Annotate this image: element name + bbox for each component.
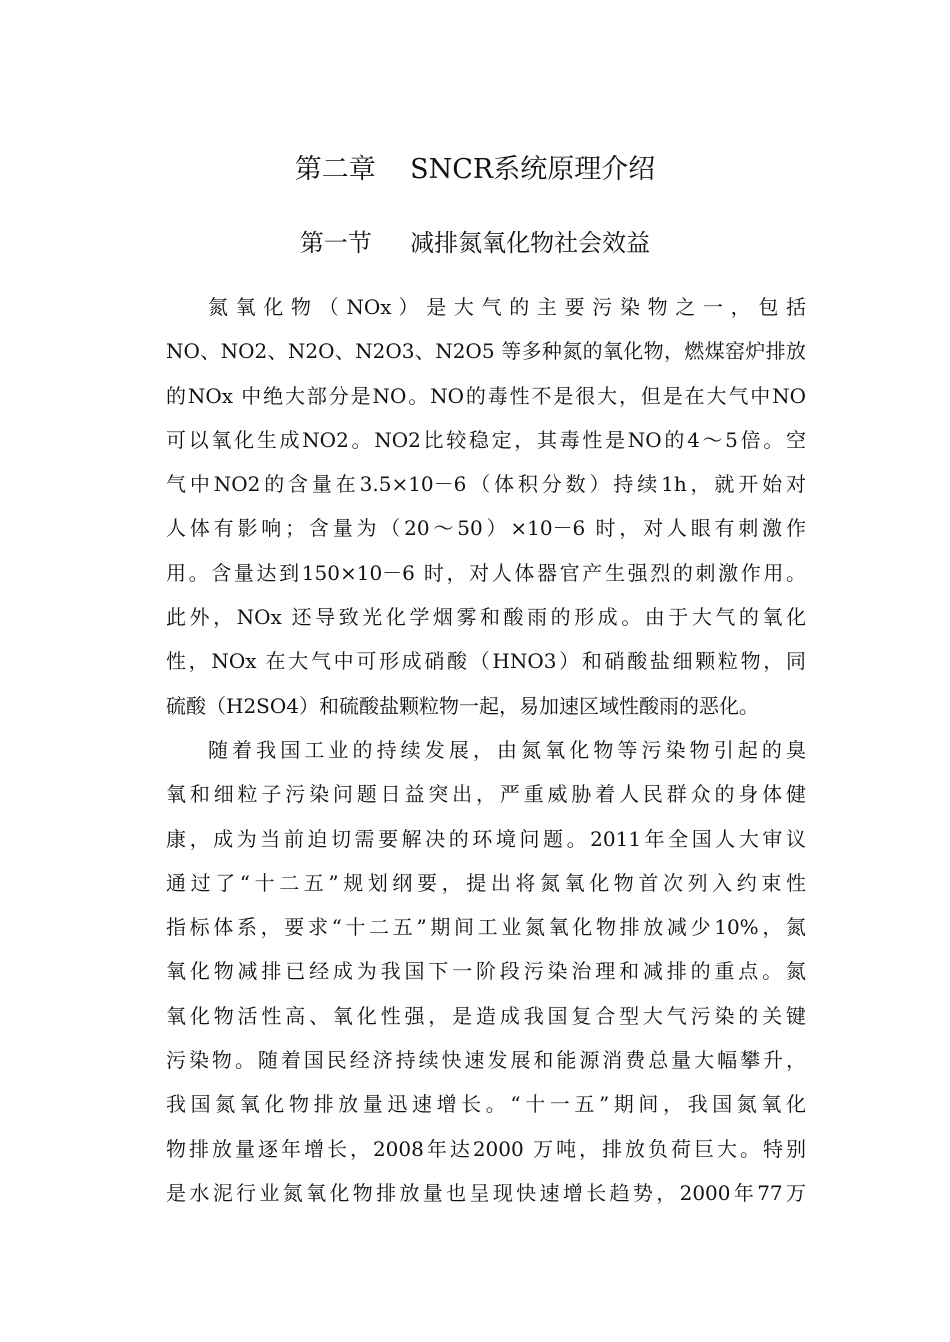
text-line: 我国氮氧化物排放量迅速增长。“十一五”期间，我国氮氧化 xyxy=(166,1092,806,1117)
text-line: 污染物。随着国民经济持续快速发展和能源消费总量大幅攀升， xyxy=(166,1048,806,1073)
paragraph-2 xyxy=(166,728,806,1215)
text-line: NO、NO2、N2O、N2O3、N2O5 等多种氮的氧化物，燃煤窑炉排放 xyxy=(166,339,806,364)
text-line: 此外，NOx 还导致光化学烟雾和酸雨的形成。由于大气的氧化 xyxy=(166,605,806,630)
text-line: 氧化物活性高、氧化性强，是造成我国复合型大气污染的关键 xyxy=(166,1003,806,1028)
text-line: 性，NOx 在大气中可形成硝酸（HNO3）和硝酸盐细颗粒物，同 xyxy=(166,649,806,674)
text-line: 氮 氧 化 物 （ NOx ） 是 大 气 的 主 要 污 染 物 之 一 ， 包 括 xyxy=(208,295,806,319)
text-line: 通过了“十二五”规划纲要，提出将氮氧化物首次列入约束性 xyxy=(166,870,806,895)
text-line: 氧和细粒子污染问题日益突出，严重威胁着人民群众的身体健 xyxy=(166,782,806,807)
text-line: 可以氧化生成NO2。NO2比较稳定，其毒性是NO的4～5倍。空 xyxy=(166,427,806,452)
section-title: 第一节 减排氮氧化物社会效益 xyxy=(299,229,651,257)
text-line: 物排放量逐年增长，2008年达2000 万吨，排放负荷巨大。特别 xyxy=(166,1136,806,1161)
text-line: 指标体系，要求“十二五”期间工业氮氧化物排放减少10%，氮 xyxy=(166,915,806,940)
text-line: 是水泥行业氮氧化物排放量也呈现快速增长趋势，2000年77万 xyxy=(166,1180,806,1205)
text-line: 人体有影响；含量为（20～50）×10－6 时，对人眼有刺激作 xyxy=(166,516,806,541)
text-line: 的NOx 中绝大部分是NO。NO的毒性不是很大，但是在大气中NO xyxy=(166,383,806,408)
text-line: 硫酸（H2SO4）和硫酸盐颗粒物一起，易加速区域性酸雨的恶化。 xyxy=(166,693,759,718)
text-line: 随着我国工业的持续发展，由氮氧化物等污染物引起的臭 xyxy=(208,737,806,762)
paragraph-1 xyxy=(166,285,806,728)
text-line: 气中NO2的含量在3.5×10－6（体积分数）持续1h，就开始对 xyxy=(166,472,806,497)
chapter-title: 第二章 SNCR系统原理介绍 xyxy=(294,154,656,185)
body-text xyxy=(166,285,806,1215)
text-line: 氧化物减排已经成为我国下一阶段污染治理和减排的重点。氮 xyxy=(166,959,806,984)
text-line: 康，成为当前迫切需要解决的环境问题。2011年全国人大审议 xyxy=(166,826,806,851)
text-line: 用。含量达到150×10－6 时，对人体器官产生强烈的刺激作用。 xyxy=(166,560,806,585)
